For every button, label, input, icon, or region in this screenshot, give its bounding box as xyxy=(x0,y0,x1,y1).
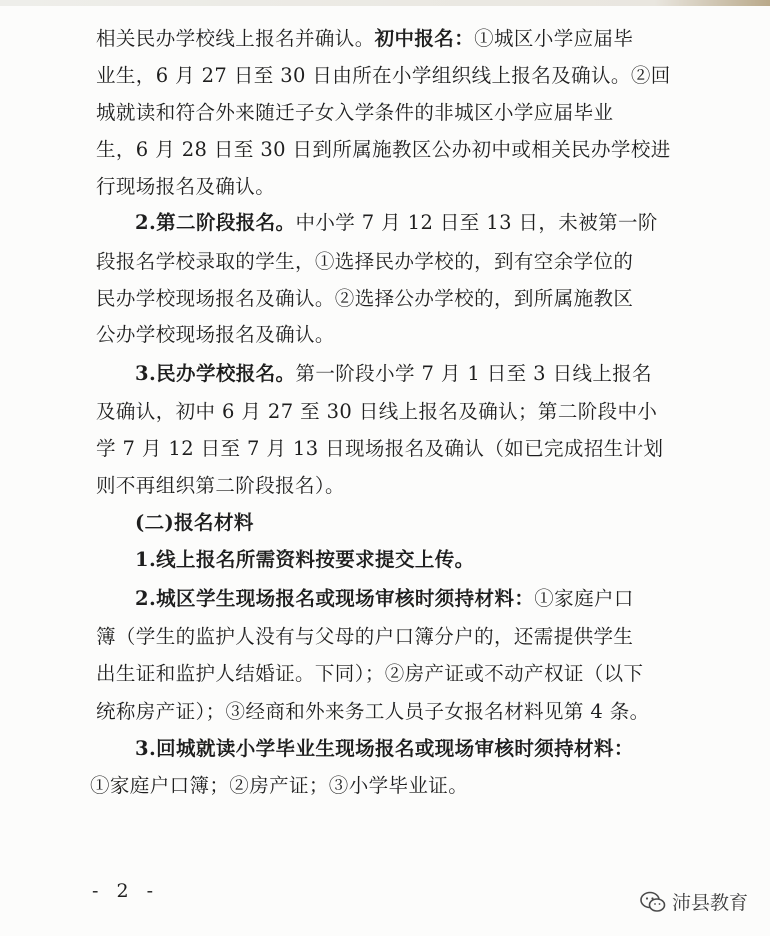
text-line xyxy=(135,362,652,386)
text-run: 生，6 月 28 日至 30 日到所属施教区公办初中或相关民办学校进 xyxy=(96,138,671,161)
text-line xyxy=(135,211,658,235)
text-run: 簿（学生的监护人没有与父母的户口簿分户的，还需提供学生 xyxy=(96,625,634,648)
text-line xyxy=(96,700,650,724)
text-line xyxy=(96,287,633,311)
text-run: 则不再组织第二阶段报名）。 xyxy=(96,474,345,497)
text-line xyxy=(96,474,345,498)
bold-run: (二)报名材料 xyxy=(135,511,254,534)
bold-run: 初中报名： xyxy=(374,27,475,50)
text-run: 第一阶段小学 7 月 1 日至 3 日线上报名 xyxy=(295,362,653,385)
wechat-icon xyxy=(640,891,666,913)
text-line xyxy=(96,64,671,88)
text-line xyxy=(90,774,468,798)
text-line xyxy=(96,662,643,686)
bold-run: 3.民办学校报名。 xyxy=(135,362,296,385)
text-run: 民办学校现场报名及确认。②选择公办学校的，到所属施教区 xyxy=(96,287,634,310)
text-run: ①家庭户口簿；②房产证；③小学毕业证。 xyxy=(90,774,469,797)
text-line xyxy=(135,587,634,611)
bold-run: 2.第二阶段报名。 xyxy=(135,211,296,234)
scan-top-border xyxy=(0,0,770,6)
text-run: 中小学 7 月 12 日至 13 日，未被第一阶 xyxy=(295,211,658,234)
text-run: ①家庭户口 xyxy=(534,587,634,610)
text-run: 业生，6 月 27 日至 30 日由所在小学组织线上报名及确认。②回 xyxy=(96,64,671,87)
text-line xyxy=(96,400,657,424)
text-run: 相关民办学校线上报名并确认。 xyxy=(96,27,375,50)
text-run: 公办学校现场报名及确认。 xyxy=(96,323,335,346)
text-run: 段报名学校录取的学生，①选择民办学校的，到有空余学位的 xyxy=(96,250,634,273)
text-line xyxy=(96,138,671,162)
text-run: 及确认，初中 6 月 27 至 30 日线上报名及确认；第二阶段中小 xyxy=(96,400,658,423)
text-run: 学 7 月 12 日至 7 月 13 日现场报名及确认（如已完成招生计划 xyxy=(96,437,664,460)
bold-run: 1.线上报名所需资料按要求提交上传。 xyxy=(135,548,475,571)
text-run: 出生证和监护人结婚证。下同）；②房产证或不动产权证（以下 xyxy=(96,662,644,685)
text-run: 行现场报名及确认。 xyxy=(96,175,276,198)
text-run: ①城区小学应届毕 xyxy=(474,27,634,50)
text-line xyxy=(96,625,633,649)
text-run: 统称房产证）；③经商和外来务工人员子女报名材料见第 4 条。 xyxy=(96,700,650,723)
text-line xyxy=(135,548,475,572)
text-line xyxy=(96,323,335,347)
section-heading xyxy=(135,511,254,535)
text-run: 城就读和符合外来随迁子女入学条件的非城区小学应届毕业 xyxy=(96,101,614,124)
watermark xyxy=(640,888,748,915)
text-line xyxy=(96,437,663,461)
text-line xyxy=(96,175,275,199)
text-line xyxy=(135,737,634,761)
text-line xyxy=(96,27,633,51)
text-line xyxy=(96,250,633,274)
bold-run: 3.回城就读小学毕业生现场报名或现场审核时须持材料： xyxy=(135,737,634,760)
text-line xyxy=(96,101,613,125)
bold-run: 2.城区学生现场报名或现场审核时须持材料： xyxy=(135,587,535,610)
watermark-text: 沛县教育 xyxy=(672,892,749,914)
page-number: - 2 - xyxy=(92,880,160,902)
